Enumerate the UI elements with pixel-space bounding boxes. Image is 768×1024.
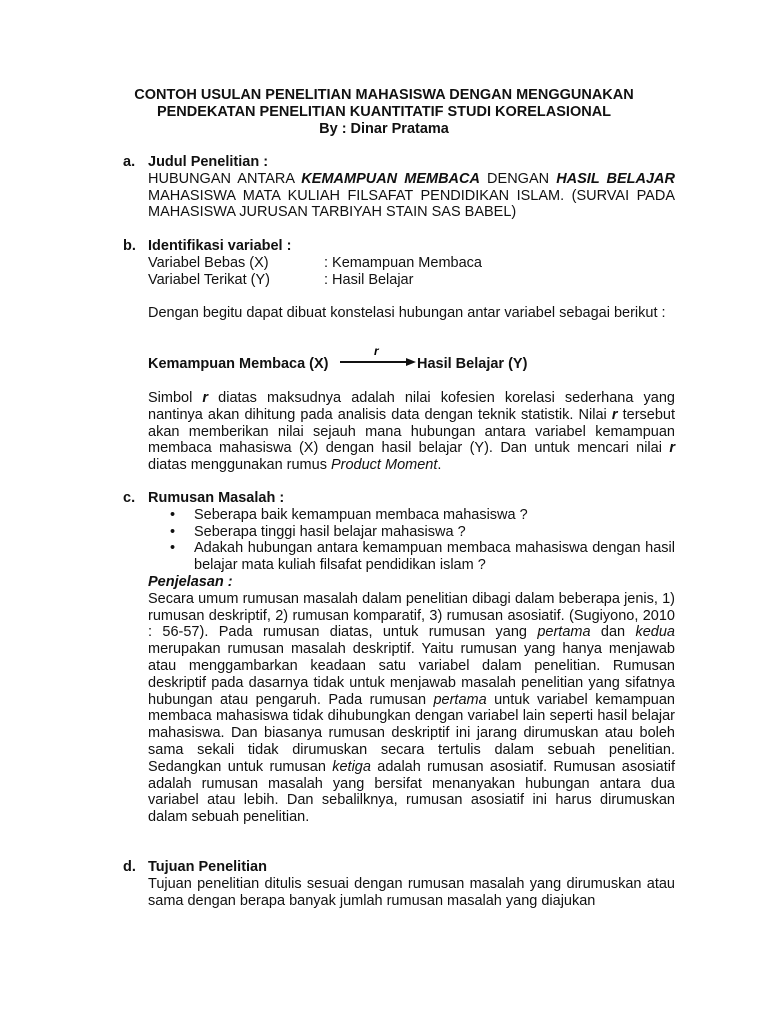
bullet-icon: •: [170, 523, 176, 540]
section-letter: c.: [123, 490, 136, 506]
title-line-1: CONTOH USULAN PENELITIAN MAHASISWA DENGAN MENGGUNAKAN: [134, 87, 634, 103]
variable-key: Variabel Terikat (Y): [148, 271, 270, 288]
section-letter: a.: [123, 154, 136, 170]
konstelasi-intro: Dengan begitu dapat dibuat konstelasi hubungan antar variabel sebagai berikut :: [148, 305, 666, 322]
section-heading: Judul Penelitian :: [148, 154, 269, 170]
document-page: CONTOH USULAN PENELITIAN MAHASISWA DENGAN MENGGUNAKAN PENDEKATAN PENELITIAN KUANTITATIF STUDI KORELASIONAL By : Dinar Pratama a. Judul Penelitian : HUBUNGAN ANTARA KEMAMPUAN MEMBACA DENGAN HASIL BELAJAR MAHASISWA MATA KULIAH FILSAFAT PENDIDIKAN ISLAM. (SURVAI PADA MAHASISWA JURUSAN TARBIYAH STAIN SAS BABEL) b. Identifikasi variabel : Variabel Bebas (X) : Kemampuan Membaca Variabel Terikat (Y) : Hasil Belajar Dengan begitu dapat dibuat konstelasi hubungan antar variabel sebagai berikut : Kemampuan Membaca (X) r Hasil Belajar (Y) Simbol r diatas maksudnya adalah nilai kofesien korelasi sederhana yang nantinya akan dihitung pada analisis data dengan teknik statistik. Nilai r tersebut akan memberikan nilai sejauh mana hubungan antara variabel kemampuan membaca mahasiswa (X) dengan hasil belajar (Y). Dan untuk mencari nilai r diatas menggunakan rumus Product Moment. c. Rumusan Masalah : • Seberapa baik kemampuan membaca mahasiswa ? • Seberapa tinggi hasil belajar mahasiswa ? • Adakah hubungan antara kemampuan membaca mahasiswa dengan hasil belajar mata kuliah filsafat pendidikan islam ? Penjelasan : Secara umum rumusan masalah dalam penelitian dibagi dalam beberapa jenis, 1) rumusan deskriptif, 2) rumusan komparatif, 3) rumusan asosiatif. (Sugiyono, 2010 : 56-57). Pada rumusan diatas, untuk rumusan yang pertama dan kedua merupakan rumusan masalah deskriptif. Yaitu rumusan yang hanya menjawab atau menggambarkan keadaan satu variabel dalam penelitian. Rumusan deskriptif pada dasarnya tidak untuk menjawab masalah penelitian yang sifatnya hubungan atau pengaruh. Pada rumusan pertama untuk variabel kemampuan membaca mahasiswa tidak dihubungkan dengan variabel lain seperti hasil belajar mahasiswa. Dan biasanya rumusan deskriptif ini jarang dirumuskan atau boleh sama sekali tidak dirumuskan secara tertulis dalam sebuah penelitian. Sedangkan untuk rumusan ketiga adalah rumusan asosiatif. Rumusan asosiatif adalah rumusan masalah yang bersifat menanyakan hubungan antara dua variabel atau lebih. Dan sebalilknya, rumusan asosiatif ini harus dirumuskan dalam sebuah penelitian. d. Tujuan Penelitian Tujuan penelitian ditulis sesuai dengan rumusan masalah yang dirumuskan atau sama dengan berapa banyak jumlah rumusan masalah yang diajukan: [0, 0, 768, 1024]
section-heading: Tujuan Penelitian: [148, 859, 267, 875]
variable-row-y: [148, 272, 675, 289]
document-title: [0, 87, 768, 138]
list-item: • Seberapa tinggi hasil belajar mahasiswa ?: [170, 523, 466, 540]
konstelasi-symbol: r: [374, 344, 379, 358]
judul-text: HUBUNGAN ANTARA KEMAMPUAN MEMBACA DENGAN HASIL BELAJAR MAHASISWA MATA KULIAH FILSAFAT PENDIDIKAN ISLAM. (SURVAI PADA MAHASISWA JURUSAN TARBIYAH STAIN SAS BABEL): [148, 170, 675, 221]
variable-key: Variabel Bebas (X): [148, 254, 269, 271]
konstelasi-right: Hasil Belajar (Y): [417, 356, 528, 372]
list-item: • Adakah hubungan antara kemampuan membaca mahasiswa dengan hasil belajar mata kuliah filsafat pendidikan islam ?: [170, 540, 675, 574]
section-letter: d.: [123, 859, 136, 875]
variable-value: : Kemampuan Membaca: [324, 254, 482, 271]
bullet-icon: •: [170, 540, 176, 557]
section-heading: Identifikasi variabel :: [148, 238, 292, 254]
bullet-icon: •: [170, 506, 176, 523]
section-letter: b.: [123, 238, 136, 254]
title-line-2: PENDEKATAN PENELITIAN KUANTITATIF STUDI KORELASIONAL: [156, 104, 612, 120]
penjelasan-text: Secara umum rumusan masalah dalam penelitian dibagi dalam beberapa jenis, 1) rumusan deskriptif, 2) rumusan komparatif, 3) rumusan asosiatif. (Sugiyono, 2010 : 56-57). Pada rumusan diatas, untuk rumusan yang pertama dan kedua merupakan rumusan masalah deskriptif. Yaitu rumusan yang hanya menjawab atau menggambarkan keadaan satu variabel dalam penelitian. Rumusan deskriptif pada dasarnya tidak untuk menjawab masalah penelitian yang sifatnya hubungan atau pengaruh. Pada rumusan pertama untuk variabel kemampuan membaca mahasiswa tidak dihubungkan dengan variabel lain seperti hasil belajar mahasiswa. Dan biasanya rumusan deskriptif ini jarang dirumuskan atau boleh sama sekali tidak dirumuskan secara tertulis dalam sebuah penelitian. Sedangkan untuk rumusan ketiga adalah rumusan asosiatif. Rumusan asosiatif adalah rumusan masalah yang bersifat menanyakan hubungan antara dua variabel atau lebih. Dan sebalilknya, rumusan asosiatif ini harus dirumuskan dalam sebuah penelitian.: [148, 590, 675, 826]
title-author: By : Dinar Pratama: [319, 121, 449, 137]
section-heading: Rumusan Masalah :: [148, 490, 285, 506]
tujuan-text: Tujuan penelitian ditulis sesuai dengan rumusan masalah yang dirumuskan atau sama dengan berapa banyak jumlah rumusan masalah yang diajukan: [148, 875, 675, 909]
penjelasan-heading: Penjelasan :: [148, 573, 233, 590]
variable-row-x: [148, 255, 675, 272]
rumusan-list: [148, 507, 675, 574]
list-item: • Seberapa baik kemampuan membaca mahasiswa ?: [170, 506, 528, 523]
konstelasi-left: Kemampuan Membaca (X): [148, 356, 329, 372]
variable-value: : Hasil Belajar: [324, 271, 414, 288]
arrow-icon: [340, 343, 418, 369]
